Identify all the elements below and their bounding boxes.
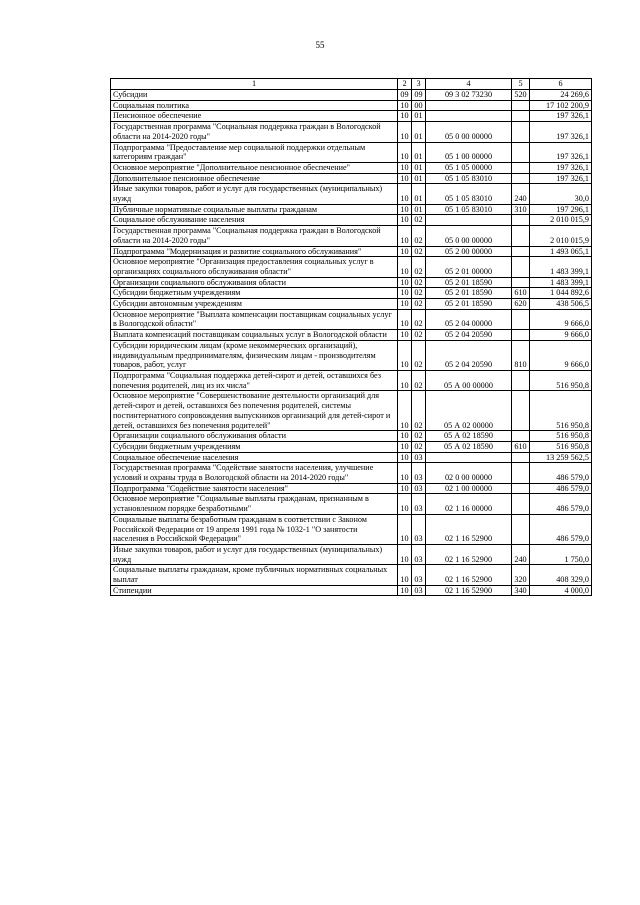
expense-type-cell [512,173,530,184]
section-cell: 10 [398,370,412,390]
table-row [111,452,592,463]
section-cell: 10 [398,299,412,310]
target-article-cell: 05 А 02 18590 [426,441,512,452]
subsection-cell: 01 [412,162,426,173]
expense-type-cell [512,431,530,442]
table-row [111,514,592,544]
row-name-cell: Социальные выплаты гражданам, кроме публичных нормативных социальных выплат [111,565,398,585]
expense-type-cell [512,309,530,329]
subsection-cell: 09 [412,90,426,101]
target-article-cell: 05 1 00 00000 [426,142,512,162]
target-article-cell: 05 1 05 83010 [426,173,512,184]
expense-type-cell [512,463,530,483]
subsection-cell: 01 [412,122,426,142]
table-row [111,585,592,596]
section-cell: 10 [398,162,412,173]
target-article-cell: 09 3 02 73230 [426,90,512,101]
subsection-cell: 03 [412,565,426,585]
section-cell: 10 [398,514,412,544]
table-row [111,431,592,442]
amount-cell: 30,0 [530,184,592,204]
subsection-cell: 03 [412,585,426,596]
row-name-cell: Иные закупки товаров, работ и услуг для государственных (муниципальных) нужд [111,184,398,204]
section-cell: 10 [398,463,412,483]
target-article-cell [426,452,512,463]
target-article-cell: 05 0 00 00000 [426,226,512,246]
section-cell: 10 [398,494,412,514]
page-number: 55 [315,40,325,50]
expense-type-cell [512,257,530,277]
expense-type-cell [512,277,530,288]
row-name-cell: Подпрограмма "Содействие занятости населения" [111,483,398,494]
expense-type-cell: 240 [512,184,530,204]
row-name-cell: Основное мероприятие "Организация предоставления социальных услуг в организациях социального обслуживания области" [111,257,398,277]
row-name-cell: Социальное обеспечение населения [111,452,398,463]
target-article-cell: 05 А 00 00000 [426,370,512,390]
amount-cell: 1 044 892,6 [530,288,592,299]
target-article-cell: 02 1 16 52900 [426,514,512,544]
column-header: 6 [530,79,592,90]
subsection-cell: 02 [412,309,426,329]
target-article-cell: 02 1 16 00000 [426,494,512,514]
column-header: 2 [398,79,412,90]
target-article-cell: 02 1 00 00000 [426,483,512,494]
amount-cell: 438 506,5 [530,299,592,310]
target-article-cell: 05 А 02 00000 [426,391,512,431]
subsection-cell: 02 [412,299,426,310]
section-cell: 10 [398,111,412,122]
row-name-cell: Социальные выплаты безработным гражданам в соответствии с Законом Российской Федерации от 19 апреля 1991 года № 1032-1 "О занятости населения в Российской Федерации" [111,514,398,544]
section-cell: 10 [398,215,412,226]
table-row [111,309,592,329]
table-row [111,184,592,204]
amount-cell: 516 950,8 [530,441,592,452]
section-cell: 10 [398,340,412,370]
budget-table [110,78,592,596]
row-name-cell: Основное мероприятие "Выплата компенсации поставщикам социальных услуг в Вологодской области" [111,309,398,329]
row-name-cell: Социальное обслуживание населения [111,215,398,226]
section-cell: 10 [398,441,412,452]
expense-type-cell [512,100,530,111]
target-article-cell: 05 2 04 20590 [426,340,512,370]
section-cell: 10 [398,288,412,299]
section-cell: 10 [398,431,412,442]
amount-cell: 516 950,8 [530,431,592,442]
expense-type-cell [512,246,530,257]
table-row [111,215,592,226]
amount-cell: 486 579,0 [530,514,592,544]
expense-type-cell: 520 [512,90,530,101]
subsection-cell: 03 [412,463,426,483]
target-article-cell [426,111,512,122]
amount-cell: 486 579,0 [530,494,592,514]
table-row [111,288,592,299]
section-cell: 10 [398,330,412,341]
target-article-cell: 05 2 04 20590 [426,330,512,341]
row-name-cell: Государственная программа "Социальная поддержка граждан в Вологодской области на 2014-2020 годы" [111,226,398,246]
row-name-cell: Субсидии юридическим лицам (кроме некоммерческих организаций), индивидуальным предпринимателям, физическим лицам - производителям товаров, работ, услуг [111,340,398,370]
column-header: 5 [512,79,530,90]
amount-cell: 486 579,0 [530,463,592,483]
subsection-cell: 03 [412,452,426,463]
subsection-cell: 02 [412,431,426,442]
expense-type-cell: 320 [512,565,530,585]
row-name-cell: Подпрограмма "Предоставление мер социальной поддержки отдельным категориям граждан" [111,142,398,162]
expense-type-cell: 610 [512,441,530,452]
subsection-cell: 01 [412,204,426,215]
target-article-cell: 05 1 05 00000 [426,162,512,173]
target-article-cell: 05 2 01 18590 [426,299,512,310]
target-article-cell: 05 А 02 18590 [426,431,512,442]
subsection-cell: 02 [412,340,426,370]
expense-type-cell [512,162,530,173]
expense-type-cell [512,330,530,341]
amount-cell: 9 666,0 [530,340,592,370]
amount-cell: 197 326,1 [530,111,592,122]
subsection-cell: 02 [412,215,426,226]
section-cell: 09 [398,90,412,101]
row-name-cell: Субсидии автономным учреждениям [111,299,398,310]
section-cell: 10 [398,204,412,215]
row-name-cell: Основное мероприятие "Социальные выплаты гражданам, признанным в установленном порядке безработными" [111,494,398,514]
amount-cell: 2 010 015,9 [530,226,592,246]
row-name-cell: Субсидии бюджетным учреждениям [111,288,398,299]
section-cell: 10 [398,483,412,494]
row-name-cell: Подпрограмма "Социальная поддержка детей-сирот и детей, оставшихся без попечения родителей, лиц из их числа" [111,370,398,390]
amount-cell: 1 493 065,1 [530,246,592,257]
table-row [111,391,592,431]
table-row [111,565,592,585]
row-name-cell: Субсидии бюджетным учреждениям [111,441,398,452]
amount-cell: 1 750,0 [530,544,592,564]
table-row [111,299,592,310]
amount-cell: 13 259 562,5 [530,452,592,463]
table-row [111,370,592,390]
row-name-cell: Основное мероприятие "Дополнительное пенсионное обеспечение" [111,162,398,173]
table-row [111,483,592,494]
expense-type-cell: 340 [512,585,530,596]
target-article-cell: 05 1 05 83010 [426,184,512,204]
section-cell: 10 [398,544,412,564]
subsection-cell: 02 [412,441,426,452]
expense-type-cell [512,122,530,142]
table-row [111,226,592,246]
row-name-cell: Стипендии [111,585,398,596]
amount-cell: 197 326,1 [530,142,592,162]
table-row [111,162,592,173]
expense-type-cell [512,370,530,390]
section-cell: 10 [398,246,412,257]
amount-cell: 2 010 015,9 [530,215,592,226]
section-cell: 10 [398,142,412,162]
row-name-cell: Дополнительное пенсионное обеспечение [111,173,398,184]
target-article-cell: 02 1 16 52900 [426,585,512,596]
table-row [111,100,592,111]
subsection-cell: 03 [412,544,426,564]
section-cell: 10 [398,277,412,288]
target-article-cell: 05 2 01 00000 [426,257,512,277]
section-cell: 10 [398,452,412,463]
table-row [111,142,592,162]
amount-cell: 516 950,8 [530,391,592,431]
amount-cell: 197 296,1 [530,204,592,215]
subsection-cell: 01 [412,173,426,184]
row-name-cell: Организации социального обслуживания области [111,277,398,288]
subsection-cell: 02 [412,277,426,288]
amount-cell: 9 666,0 [530,309,592,329]
subsection-cell: 03 [412,514,426,544]
target-article-cell: 05 2 01 18590 [426,288,512,299]
section-cell: 10 [398,565,412,585]
section-cell: 10 [398,173,412,184]
target-article-cell [426,100,512,111]
table-row [111,441,592,452]
table-row [111,257,592,277]
expense-type-cell: 310 [512,204,530,215]
section-cell: 10 [398,100,412,111]
expense-type-cell: 810 [512,340,530,370]
amount-cell: 197 326,1 [530,162,592,173]
subsection-cell: 01 [412,142,426,162]
table-row [111,111,592,122]
expense-type-cell [512,215,530,226]
expense-type-cell [512,391,530,431]
amount-cell: 9 666,0 [530,330,592,341]
row-name-cell: Субсидии [111,90,398,101]
target-article-cell: 05 1 05 83010 [426,204,512,215]
row-name-cell: Иные закупки товаров, работ и услуг для государственных (муниципальных) нужд [111,544,398,564]
section-cell: 10 [398,309,412,329]
row-name-cell: Организации социального обслуживания области [111,431,398,442]
subsection-cell: 01 [412,184,426,204]
target-article-cell: 05 0 00 00000 [426,122,512,142]
expense-type-cell [512,111,530,122]
amount-cell: 516 950,8 [530,370,592,390]
table-row [111,544,592,564]
target-article-cell [426,215,512,226]
section-cell: 10 [398,391,412,431]
table-row [111,277,592,288]
expense-type-cell: 240 [512,544,530,564]
section-cell: 10 [398,122,412,142]
target-article-cell: 05 2 01 18590 [426,277,512,288]
table-row [111,330,592,341]
table-row [111,340,592,370]
row-name-cell: Государственная программа "Содействие занятости населения, улучшение условий и охраны труда в Вологодской области на 2014-2020 годы" [111,463,398,483]
subsection-cell: 02 [412,391,426,431]
section-cell: 10 [398,257,412,277]
amount-cell: 17 102 200,9 [530,100,592,111]
target-article-cell: 05 2 04 00000 [426,309,512,329]
expense-type-cell: 620 [512,299,530,310]
section-cell: 10 [398,226,412,246]
expense-type-cell [512,483,530,494]
expense-type-cell [512,226,530,246]
expense-type-cell [512,452,530,463]
amount-cell: 486 579,0 [530,483,592,494]
amount-cell: 197 326,1 [530,122,592,142]
column-header: 4 [426,79,512,90]
subsection-cell: 03 [412,483,426,494]
subsection-cell: 02 [412,330,426,341]
table-row [111,246,592,257]
expense-type-cell [512,142,530,162]
column-header: 1 [111,79,398,90]
target-article-cell: 02 0 00 00000 [426,463,512,483]
subsection-cell: 02 [412,226,426,246]
amount-cell: 24 269,6 [530,90,592,101]
subsection-cell: 02 [412,288,426,299]
row-name-cell: Публичные нормативные социальные выплаты гражданам [111,204,398,215]
target-article-cell: 02 1 16 52900 [426,565,512,585]
table-row [111,463,592,483]
expense-type-cell [512,494,530,514]
amount-cell: 1 483 399,1 [530,277,592,288]
row-name-cell: Социальная политика [111,100,398,111]
subsection-cell: 00 [412,100,426,111]
table-row [111,494,592,514]
target-article-cell: 02 1 16 52900 [426,544,512,564]
amount-cell: 197 326,1 [530,173,592,184]
section-cell: 10 [398,184,412,204]
subsection-cell: 03 [412,494,426,514]
row-name-cell: Подпрограмма "Модернизация и развитие социального обслуживания" [111,246,398,257]
table-row [111,204,592,215]
row-name-cell: Пенсионное обеспечение [111,111,398,122]
amount-cell: 1 483 399,1 [530,257,592,277]
subsection-cell: 02 [412,246,426,257]
column-header: 3 [412,79,426,90]
section-cell: 10 [398,585,412,596]
expense-type-cell: 610 [512,288,530,299]
expense-type-cell [512,514,530,544]
amount-cell: 408 329,0 [530,565,592,585]
table-row [111,90,592,101]
row-name-cell: Основное мероприятие "Совершенствование деятельности организаций для детей-сирот и детей, оставшихся без попечения родителей, системы постинтернатного сопровождения выпускников организаций для детей-сирот и детей, оставшихся без попечения родителей" [111,391,398,431]
target-article-cell: 05 2 00 00000 [426,246,512,257]
subsection-cell: 02 [412,257,426,277]
table-header-row [111,79,592,90]
subsection-cell: 02 [412,370,426,390]
row-name-cell: Выплата компенсаций поставщикам социальных услуг в Вологодской области [111,330,398,341]
table-row [111,173,592,184]
table-row [111,122,592,142]
row-name-cell: Государственная программа "Социальная поддержка граждан в Вологодской области на 2014-2020 годы" [111,122,398,142]
amount-cell: 4 000,0 [530,585,592,596]
subsection-cell: 01 [412,111,426,122]
